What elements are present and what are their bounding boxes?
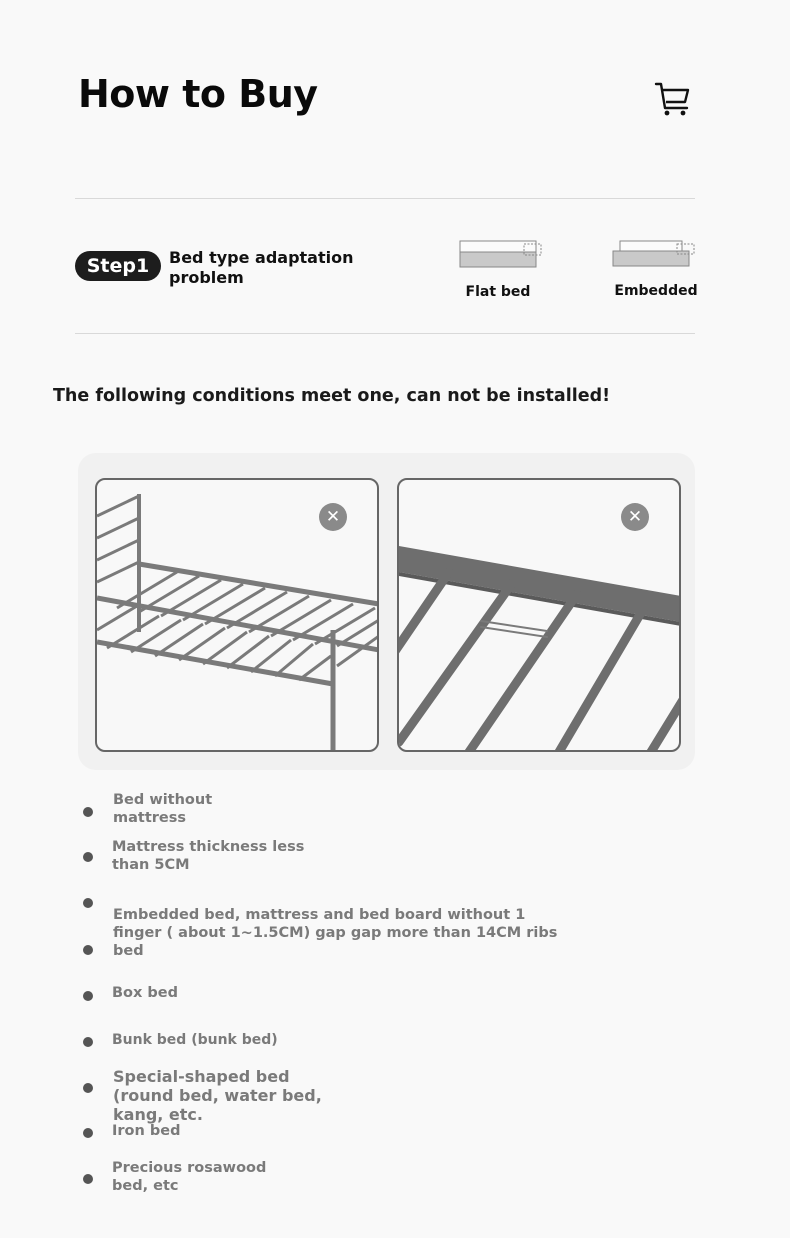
bullet-icon [83,852,93,862]
x-circle-icon: ✕ [621,503,649,531]
step-title: Bed type adaptation problem [169,248,354,287]
warning-heading: The following conditions meet one, can not be installed! [53,386,611,406]
condition-item: Box bed [112,985,179,1001]
bullet-icon [83,807,93,817]
x-circle-icon: ✕ [319,503,347,531]
bullet-icon [83,898,93,908]
flat-bed-diagram-icon [458,239,542,269]
condition-item: Special-shaped bed (round bed, water bed, kang, etc. [113,1067,322,1124]
condition-item: Bunk bed (bunk bed) [112,1032,278,1048]
bullet-icon [83,945,93,955]
bed-type-label-flat: Flat bed [465,284,531,300]
bullet-icon [83,1037,93,1047]
bullet-icon [83,991,93,1001]
condition-item: Mattress thickness less than 5CM [112,839,305,873]
divider-bottom [75,333,695,334]
condition-item: Iron bed [112,1123,181,1139]
example-card-bed-slats [397,478,681,752]
embedded-bed-diagram-icon [611,239,695,269]
page-title: How to Buy [78,72,318,116]
bullet-icon [83,1174,93,1184]
step-badge: Step1 [75,251,161,281]
bullet-icon [83,1128,93,1138]
bullet-icon [83,1083,93,1093]
condition-item: Bed without mattress [113,792,213,826]
example-card-iron-bed-frame [95,478,379,752]
shopping-cart-icon[interactable] [654,80,692,118]
divider-top [75,198,695,199]
condition-item: Embedded bed, mattress and bed board without 1 finger ( about 1~1.5CM) gap gap more than 14CM ribs bed [113,907,558,959]
condition-item: Precious rosawood bed, etc [112,1160,267,1194]
bed-type-label-embedded: Embedded [614,283,698,299]
